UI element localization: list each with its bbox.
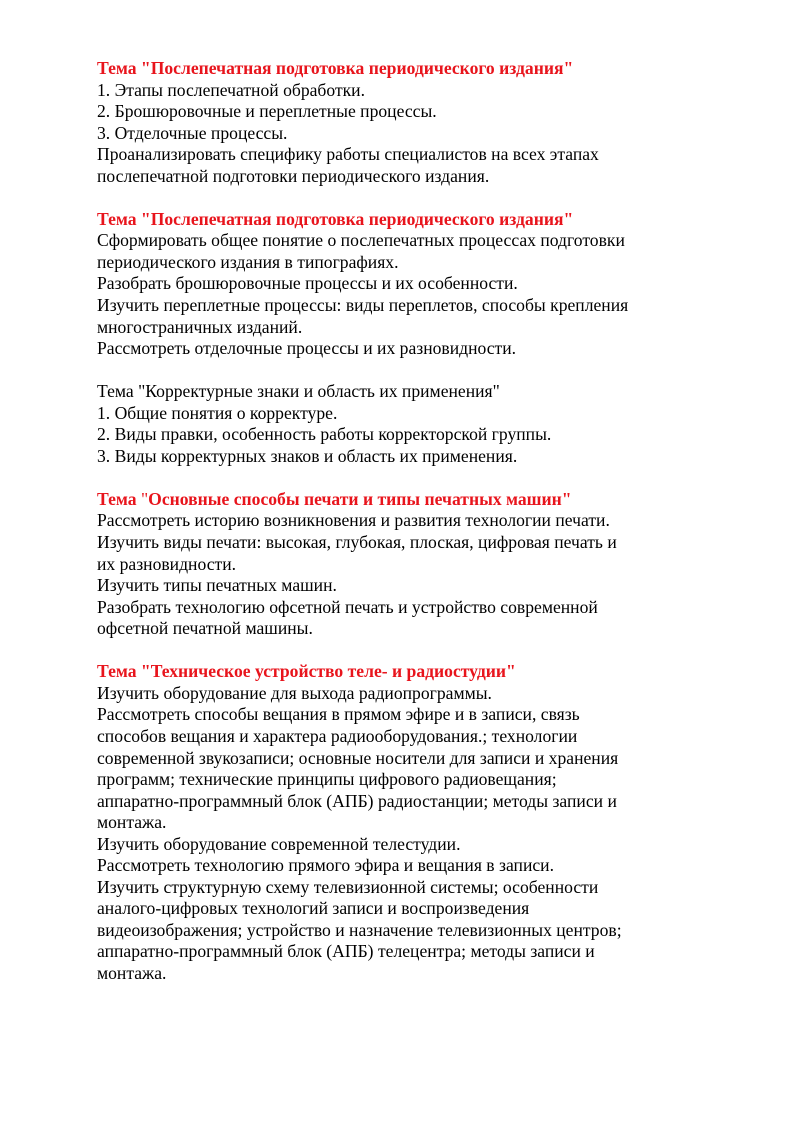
topic-line: 1. Этапы послепечатной обработки. <box>97 79 365 100</box>
topic-heading-title: Основные способы печати и типы печатных машин" <box>148 488 572 509</box>
topic-line: видеоизображения; устройство и назначение телевизионных центров; <box>97 919 622 940</box>
topic-line: Изучить структурную схему телевизионной системы; особенности <box>97 876 599 897</box>
topic-line: аппаратно-программный блок (АПБ) телецентра; методы записи и <box>97 941 595 962</box>
document-page <box>97 58 777 1006</box>
topic-line: Рассмотреть технологию прямого эфира и вещания в записи. <box>97 855 554 876</box>
topic-line: Рассмотреть отделочные процессы и их разновидности. <box>97 338 517 359</box>
topic-line: Рассмотреть историю возникновения и развития технологии печати. <box>97 510 610 531</box>
topic-line: офсетной печатной машины. <box>97 618 313 639</box>
topic-line: 2. Брошюровочные и переплетные процессы. <box>97 101 437 122</box>
topic-line: монтажа. <box>97 812 167 833</box>
topic-heading: Тема "Послепечатная подготовка периодического издания" <box>97 208 574 229</box>
topic-line: их разновидности. <box>97 553 237 574</box>
topic-section <box>97 489 777 640</box>
topic-line: Изучить виды печати: высокая, глубокая, плоская, цифровая печать и <box>97 532 617 553</box>
topic-section <box>97 209 777 360</box>
topic-line: современной звукозаписи; основные носители для записи и хранения <box>97 747 619 768</box>
topic-line: периодического издания в типографиях. <box>97 251 399 272</box>
topic-heading: Тема "Техническое устройство теле- и радиостудии" <box>97 661 516 682</box>
topic-line: 2. Виды правки, особенность работы корректорской группы. <box>97 424 552 445</box>
topic-line: 3. Виды корректурных знаков и область их применения. <box>97 445 518 466</box>
topic-line: многостраничных изданий. <box>97 316 303 337</box>
topic-line: Проанализировать специфику работы специалистов на всех этапах <box>97 144 599 165</box>
topic-line: программ; технические принципы цифрового радиовещания; <box>97 769 557 790</box>
topic-heading: Тема "Корректурные знаки и область их применения" <box>97 381 500 402</box>
topic-line: Сформировать общее понятие о послепечатных процессах подготовки <box>97 230 625 251</box>
topic-line: 3. Отделочные процессы. <box>97 122 288 143</box>
topic-heading: Тема "Послепечатная подготовка периодического издания" <box>97 58 574 78</box>
topic-section <box>97 58 777 187</box>
topic-section <box>97 381 777 467</box>
topic-line: 1. Общие понятия о корректуре. <box>97 402 338 423</box>
topic-line: Изучить переплетные процессы: виды переплетов, способы крепления <box>97 295 629 316</box>
topic-line: послепечатной подготовки периодического издания. <box>97 165 490 186</box>
topic-line: Рассмотреть способы вещания в прямом эфире и в записи, связь <box>97 704 580 725</box>
topic-line: Изучить типы печатных машин. <box>97 575 337 596</box>
topic-section <box>97 661 777 984</box>
topic-heading-prefix: Тема <box>97 488 137 509</box>
topic-heading <box>97 489 777 511</box>
topic-line: Изучить оборудование для выхода радиопрограммы. <box>97 682 492 703</box>
topic-heading-quote: " <box>136 488 149 509</box>
topic-line: Разобрать брошюровочные процессы и их особенности. <box>97 273 518 294</box>
topic-line: аппаратно-программный блок (АПБ) радиостанции; методы записи и <box>97 790 617 811</box>
topic-line: монтажа. <box>97 962 167 983</box>
topic-line: Разобрать технологию офсетной печать и устройство современной <box>97 596 598 617</box>
topic-line: Изучить оборудование современной телестудии. <box>97 833 461 854</box>
topic-line: способов вещания и характера радиооборудования.; технологии <box>97 725 578 746</box>
topic-line: аналого-цифровых технологий записи и воспроизведения <box>97 898 530 919</box>
